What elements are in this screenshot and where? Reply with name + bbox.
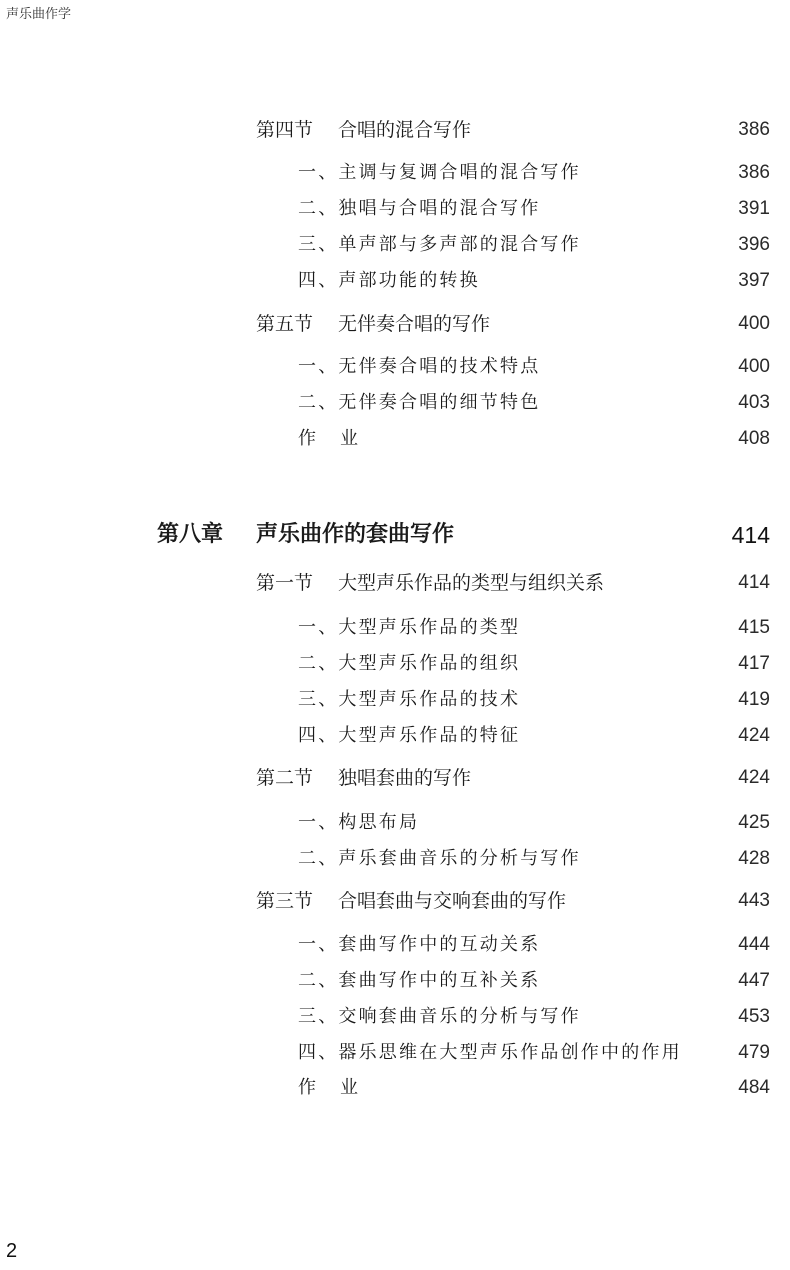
item-title: 四、声部功能的转换 [298, 270, 480, 291]
item-title: 二、无伴奏合唱的细节特色 [298, 392, 541, 413]
item-title: 四、大型声乐作品的特征 [298, 725, 521, 746]
page-number: 424 [738, 725, 770, 746]
toc-section[interactable] [0, 115, 790, 145]
section-number: 第五节 [256, 313, 314, 335]
toc-homework[interactable] [0, 1073, 790, 1103]
item-title: 三、大型声乐作品的技术 [298, 689, 521, 710]
toc-item[interactable] [0, 1002, 790, 1032]
item-title: 二、声乐套曲音乐的分析与写作 [298, 848, 581, 869]
page-number: 415 [738, 617, 770, 638]
page-number: 419 [738, 689, 770, 710]
page-number: 479 [738, 1042, 770, 1063]
page-number: 424 [738, 767, 770, 788]
page-number: 386 [738, 162, 770, 183]
toc-item[interactable] [0, 613, 790, 643]
item-title: 一、套曲写作中的互动关系 [298, 934, 541, 955]
page-number: 396 [738, 234, 770, 255]
page-number: 484 [738, 1077, 770, 1098]
chapter-number: 第八章 [157, 522, 224, 547]
item-title: 一、大型声乐作品的类型 [298, 617, 521, 638]
toc-item[interactable] [0, 721, 790, 751]
toc-chapter[interactable] [0, 515, 790, 555]
section-number: 第四节 [256, 119, 314, 141]
page-number: 400 [738, 356, 770, 377]
page-number: 444 [738, 934, 770, 955]
page-number: 391 [738, 198, 770, 219]
chapter-title: 声乐曲作的套曲写作 [256, 522, 455, 547]
item-title: 一、无伴奏合唱的技术特点 [298, 356, 541, 377]
toc-item[interactable] [0, 1038, 790, 1068]
page-number: 397 [738, 270, 770, 291]
page-folio: 2 [6, 1240, 18, 1262]
running-head: 声乐曲作学 [6, 7, 72, 22]
page-number: 400 [738, 313, 770, 334]
item-title: 一、构思布局 [298, 812, 420, 833]
section-title: 合唱的混合写作 [338, 119, 472, 141]
item-title: 二、大型声乐作品的组织 [298, 653, 521, 674]
toc-item[interactable] [0, 808, 790, 838]
toc-item[interactable] [0, 685, 790, 715]
item-title: 二、套曲写作中的互补关系 [298, 970, 541, 991]
toc-section[interactable] [0, 763, 790, 793]
toc-item[interactable] [0, 194, 790, 224]
section-title: 无伴奏合唱的写作 [338, 313, 491, 335]
section-title: 大型声乐作品的类型与组织关系 [338, 572, 605, 594]
toc-item[interactable] [0, 158, 790, 188]
section-number: 第三节 [256, 890, 314, 912]
toc-item[interactable] [0, 230, 790, 260]
page-number: 443 [738, 890, 770, 911]
toc-item[interactable] [0, 966, 790, 996]
toc-item[interactable] [0, 649, 790, 679]
item-title: 四、器乐思维在大型声乐作品创作中的作用 [298, 1042, 682, 1063]
page-number: 414 [738, 572, 770, 593]
toc-homework[interactable] [0, 424, 790, 454]
section-title: 合唱套曲与交响套曲的写作 [338, 890, 567, 912]
item-title: 二、独唱与合唱的混合写作 [298, 198, 541, 219]
item-title: 一、主调与复调合唱的混合写作 [298, 162, 581, 183]
toc-item[interactable] [0, 352, 790, 382]
page-number: 453 [738, 1006, 770, 1027]
homework-label-part1: 作 [298, 1077, 316, 1098]
page-number: 414 [731, 522, 770, 548]
section-number: 第一节 [256, 572, 314, 594]
page-number: 403 [738, 392, 770, 413]
toc-section[interactable] [0, 568, 790, 598]
page-number: 408 [738, 428, 770, 449]
item-title: 三、单声部与多声部的混合写作 [298, 234, 581, 255]
page-number: 386 [738, 119, 770, 140]
homework-label-part1: 作 [298, 428, 316, 449]
toc-item[interactable] [0, 266, 790, 296]
page-number: 428 [738, 848, 770, 869]
section-title: 独唱套曲的写作 [338, 767, 472, 789]
toc-section[interactable] [0, 309, 790, 339]
toc-section[interactable] [0, 886, 790, 916]
page-number: 425 [738, 812, 770, 833]
toc-item[interactable] [0, 844, 790, 874]
page-number: 417 [738, 653, 770, 674]
toc-item[interactable] [0, 388, 790, 418]
toc-item[interactable] [0, 930, 790, 960]
section-number: 第二节 [256, 767, 314, 789]
homework-label-part2: 业 [340, 428, 358, 449]
homework-label-part2: 业 [340, 1077, 358, 1098]
item-title: 三、交响套曲音乐的分析与写作 [298, 1006, 581, 1027]
page-number: 447 [738, 970, 770, 991]
